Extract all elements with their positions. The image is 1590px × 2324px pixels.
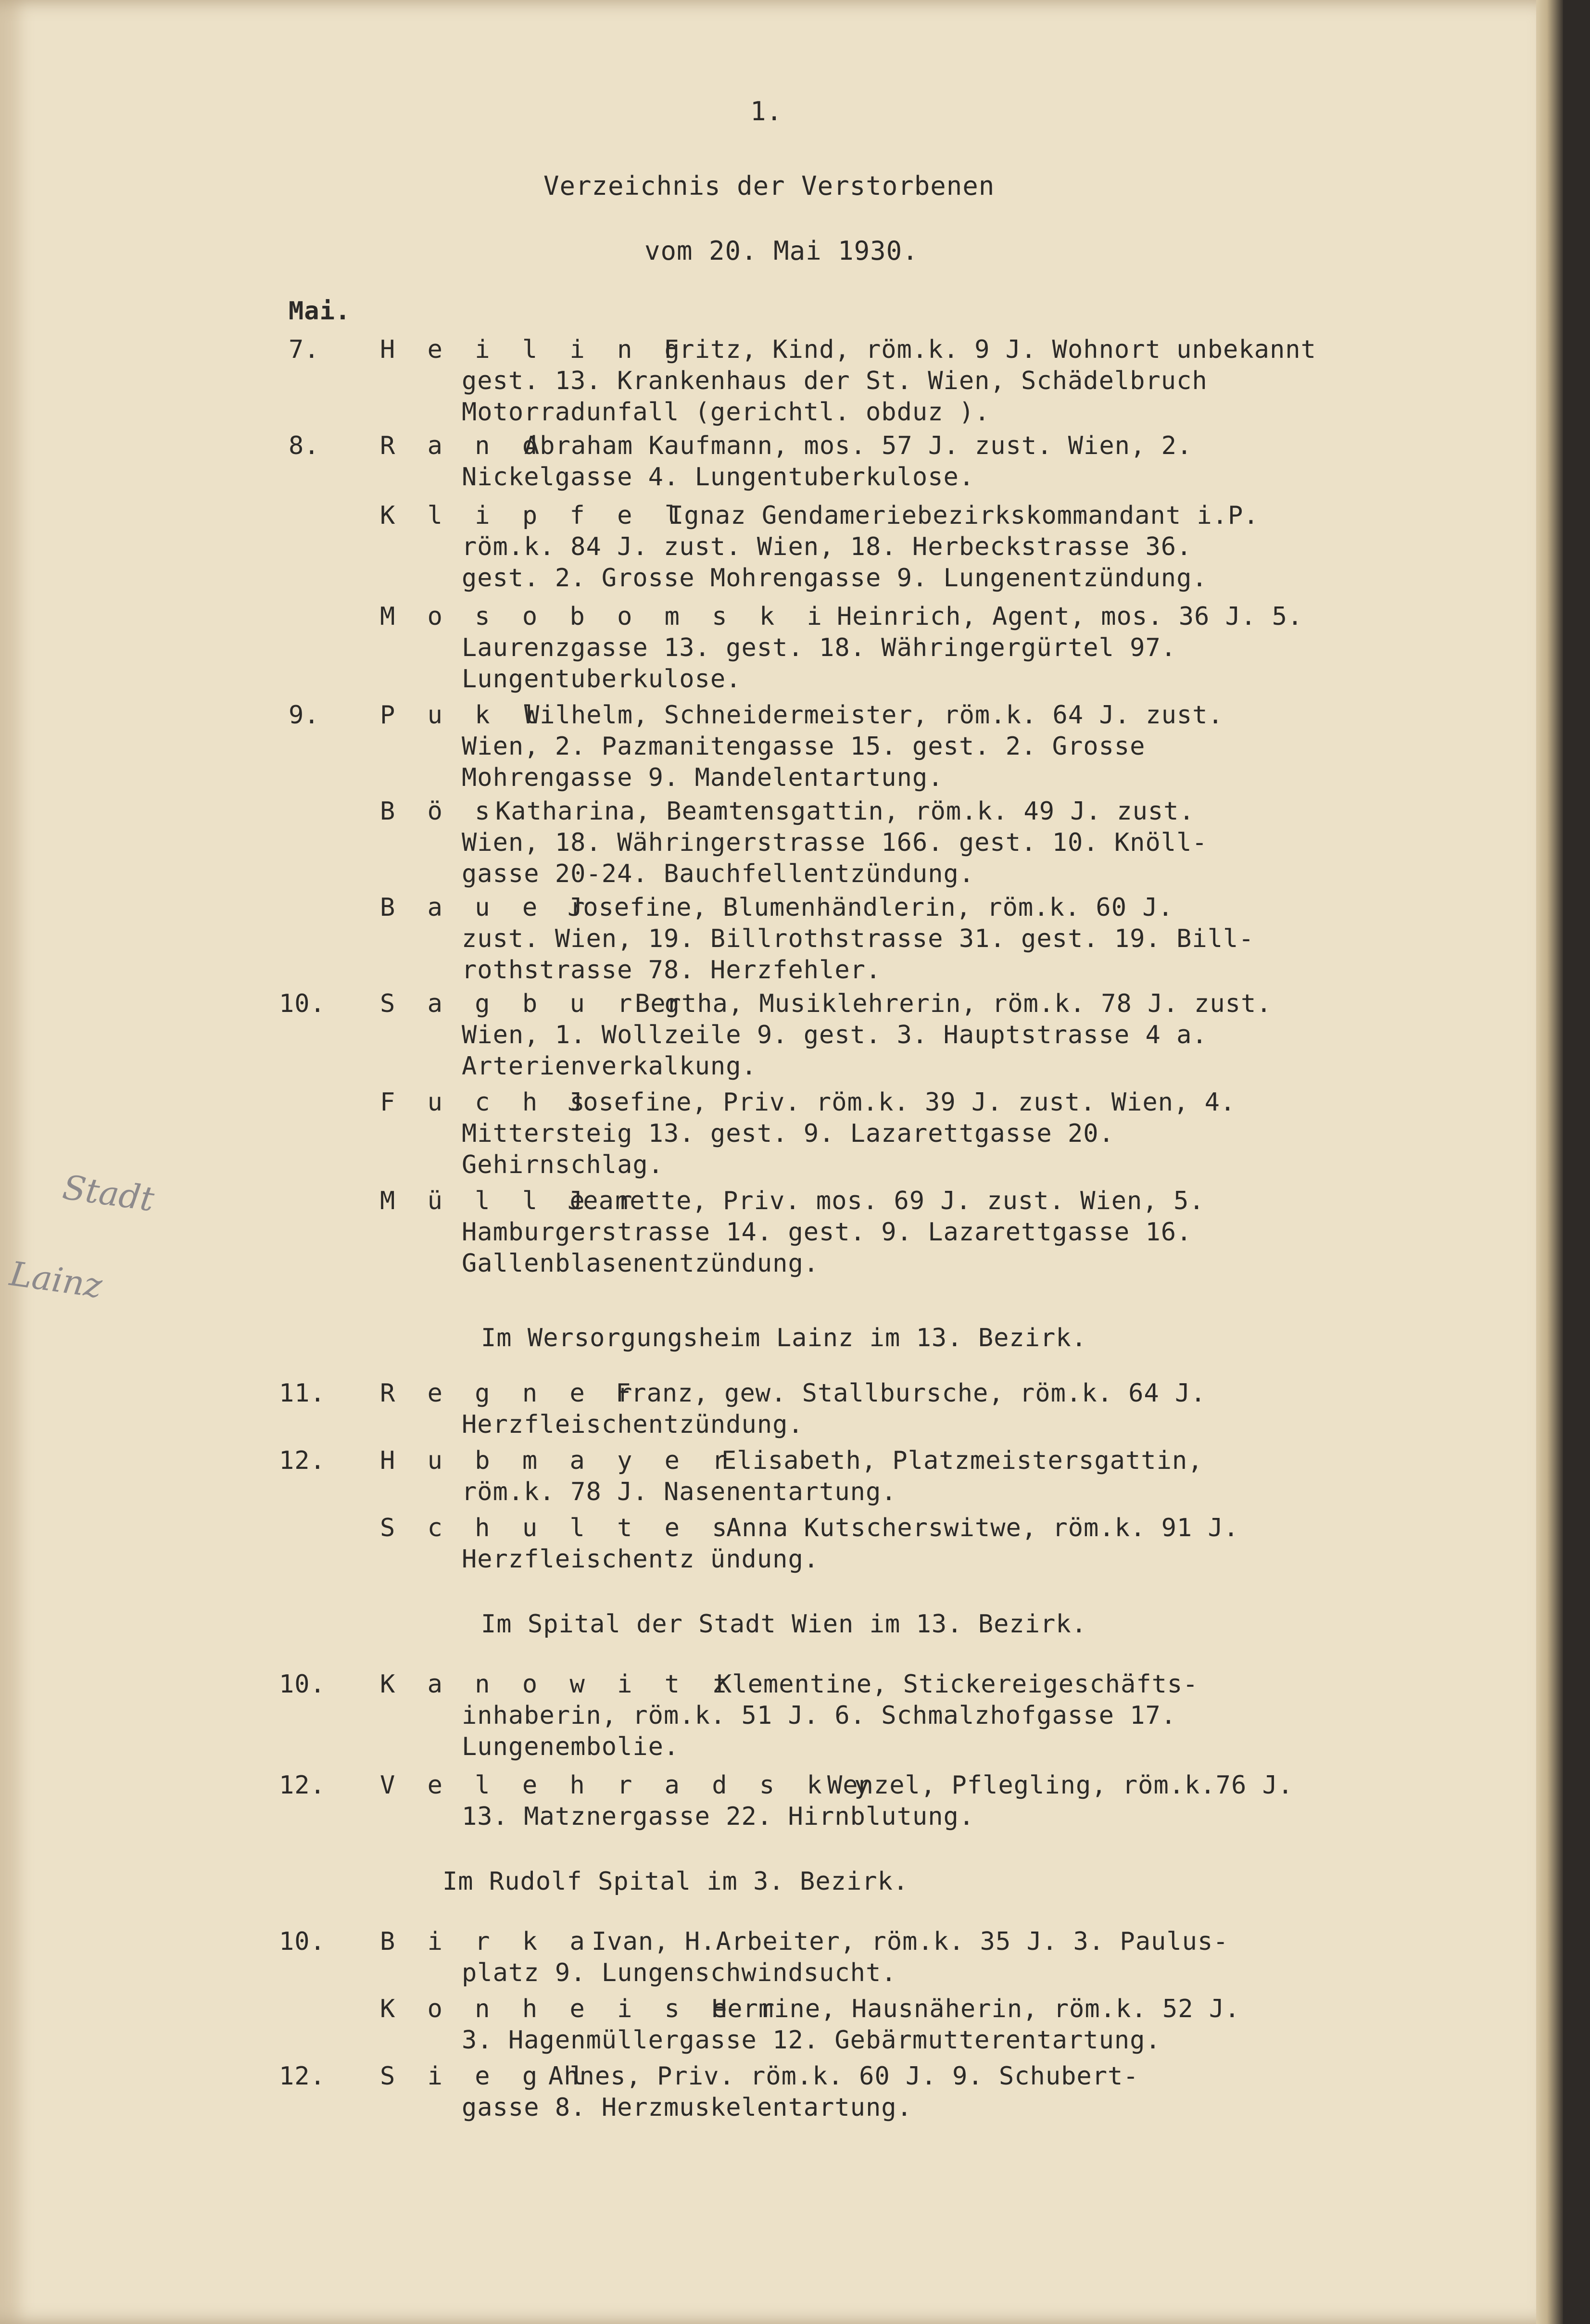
- entry-name: H e i l i n g: [380, 335, 688, 364]
- entry-line: gest. 13. Krankenhaus der St. Wien, Schädelbruch: [462, 366, 1208, 395]
- entry-line: gest. 2. Grosse Mohrengasse 9. Lungenentzündung.: [462, 564, 1208, 593]
- entry-name: M o s o b o m s k i: [380, 602, 831, 631]
- page-subtitle: vom 20. Mai 1930.: [644, 236, 919, 266]
- entry-line: Josefine, Priv. röm.k. 39 J. zust. Wien, 4.: [568, 1088, 1236, 1117]
- entry-name: K a n o w i t z: [380, 1670, 736, 1699]
- entry-day: 12.: [279, 2062, 326, 2091]
- entry-line: gasse 20-24. Bauchfellentzündung.: [462, 859, 975, 888]
- entry-line: Franz, gew. Stallbursche, röm.k. 64 J.: [616, 1379, 1206, 1408]
- entry-line: Heinrich, Agent, mos. 36 J. 5.: [837, 602, 1303, 631]
- entry-line: Anna Kutscherswitwe, röm.k. 91 J.: [726, 1514, 1239, 1542]
- entry-line: Wilhelm, Schneidermeister, röm.k. 64 J. zust.: [524, 701, 1224, 730]
- entry-name: B ö s: [380, 797, 499, 826]
- entry-line: inhaberin, röm.k. 51 J. 6. Schmalzhofgasse 17.: [462, 1701, 1177, 1730]
- entry-line: Abraham Kaufmann, mos. 57 J. zust. Wien, 2.: [524, 431, 1193, 460]
- entry-line: rothstrasse 78. Herzfehler.: [462, 956, 882, 985]
- entry-name: H u b m a y e r: [380, 1446, 736, 1475]
- entry-line: röm.k. 84 J. zust. Wien, 18. Herbeckstrasse 36.: [462, 532, 1192, 561]
- entry-name: R e g n e r: [380, 1379, 641, 1408]
- entry-day: 10.: [279, 1927, 326, 1956]
- margin-note-1: Stadt: [60, 1167, 157, 1219]
- entry-line: platz 9. Lungenschwindsucht.: [462, 1958, 897, 1987]
- entry-line: Elisabeth, Platzmeistersgattin,: [721, 1446, 1203, 1475]
- entry-line: röm.k. 78 J. Nasenentartung.: [462, 1478, 897, 1506]
- entry-line: gasse 8. Herzmuskelentartung.: [462, 2093, 912, 2122]
- entry-line: Jeanette, Priv. mos. 69 J. zust. Wien, 5.: [568, 1187, 1205, 1215]
- entry-line: Mittersteig 13. gest. 9. Lazarettgasse 20.: [462, 1119, 1114, 1148]
- entry-day: 10.: [279, 1670, 326, 1699]
- entry-name: V e l e h r a d s k y: [380, 1771, 878, 1800]
- entry-day: 12.: [279, 1446, 326, 1475]
- entry-line: Arterienverkalkung.: [462, 1052, 757, 1081]
- entry-line: Mohrengasse 9. Mandelentartung.: [462, 763, 944, 792]
- entry-day: 10.: [279, 989, 326, 1018]
- entry-day: 7.: [289, 335, 320, 364]
- section-heading-rudolf: Im Rudolf Spital im 3. Bezirk.: [442, 1867, 909, 1896]
- entry-line: Bertha, Musiklehrerin, röm.k. 78 J. zust.: [635, 989, 1272, 1018]
- entry-day: 8.: [289, 431, 320, 460]
- page-edge: [1536, 0, 1563, 2324]
- entry-line: 13. Matznergasse 22. Hirnblutung.: [462, 1802, 975, 1831]
- entry-name: P u k l: [380, 701, 546, 730]
- entry-line: Gehirnschlag.: [462, 1150, 664, 1179]
- entry-line: Ignaz Gendameriebezirkskommandant i.P.: [669, 501, 1259, 530]
- entry-line: Wenzel, Pflegling, röm.k.76 J.: [827, 1771, 1294, 1800]
- entry-line: Klementine, Stickereigeschäfts-: [717, 1670, 1199, 1699]
- entry-line: Herzfleischentz ündung.: [462, 1545, 820, 1574]
- entry-line: Josefine, Blumenhändlerin, röm.k. 60 J.: [568, 893, 1174, 922]
- entry-line: zust. Wien, 19. Billrothstrasse 31. gest. 19. Bill-: [462, 924, 1254, 953]
- entry-line: Wien, 18. Währingerstrasse 166. gest. 10. Knöll-: [462, 828, 1208, 857]
- entry-name: S c h u l t e s: [380, 1514, 736, 1542]
- entry-name: K o n h e i s e r: [380, 1995, 783, 2023]
- entry-line: 3. Hagenmüllergasse 12. Gebärmutterentartung.: [462, 2026, 1161, 2055]
- entry-line: Hermine, Hausnäherin, röm.k. 52 J.: [712, 1995, 1240, 2023]
- entry-line: Katharina, Beamtensgattin, röm.k. 49 J. zust.: [495, 797, 1195, 826]
- entry-line: Motorradunfall (gerichtl. obduz ).: [462, 398, 990, 427]
- entry-line: Ivan, H.Arbeiter, röm.k. 35 J. 3. Paulus-: [592, 1927, 1229, 1956]
- entry-line: Wien, 1. Wollzeile 9. gest. 3. Hauptstrasse 4 a.: [462, 1021, 1208, 1049]
- section-heading-lainz: Im Wersorgungsheim Lainz im 13. Bezirk.: [481, 1324, 1087, 1352]
- entry-line: Wien, 2. Pazmanitengasse 15. gest. 2. Grosse: [462, 732, 1146, 761]
- margin-note-2: Lainz: [7, 1253, 105, 1306]
- entry-line: Lungenembolie.: [462, 1732, 680, 1761]
- entry-name: K l i p f e l: [380, 501, 688, 530]
- entry-line: Herzfleischentzündung.: [462, 1410, 804, 1439]
- month-heading: Mai.: [289, 297, 351, 326]
- entry-line: Fritz, Kind, röm.k. 9 J. Wohnort unbekannt: [664, 335, 1316, 364]
- entry-day: 12.: [279, 1771, 326, 1800]
- entry-day: 11.: [279, 1379, 326, 1408]
- entry-line: Ahnes, Priv. röm.k. 60 J. 9. Schubert-: [548, 2062, 1139, 2091]
- entry-day: 9.: [289, 701, 320, 730]
- entry-line: Gallenblasenentzündung.: [462, 1249, 820, 1278]
- section-heading-spital: Im Spital der Stadt Wien im 13. Bezirk.: [481, 1610, 1087, 1639]
- entry-line: Nickelgasse 4. Lungentuberkulose.: [462, 463, 975, 492]
- entry-line: Laurenzgasse 13. gest. 18. Währingergürtel 97.: [462, 633, 1177, 662]
- entry-line: Hamburgerstrasse 14. gest. 9. Lazarettgasse 16.: [462, 1218, 1192, 1247]
- entry-name: B a u e r: [380, 893, 593, 922]
- page-title: Verzeichnis der Verstorbenen: [543, 171, 995, 201]
- entry-name: B i r k a: [380, 1927, 593, 1956]
- page-number: 1.: [750, 96, 783, 126]
- entry-line: Lungentuberkulose.: [462, 665, 742, 694]
- entry-name: F u c h s: [380, 1088, 593, 1117]
- entry-name: S i e g l: [380, 2062, 593, 2091]
- entry-name: S a g b u r g: [380, 989, 688, 1018]
- entry-name: R a n d: [380, 431, 546, 460]
- entry-name: M ü l l e r: [380, 1187, 641, 1215]
